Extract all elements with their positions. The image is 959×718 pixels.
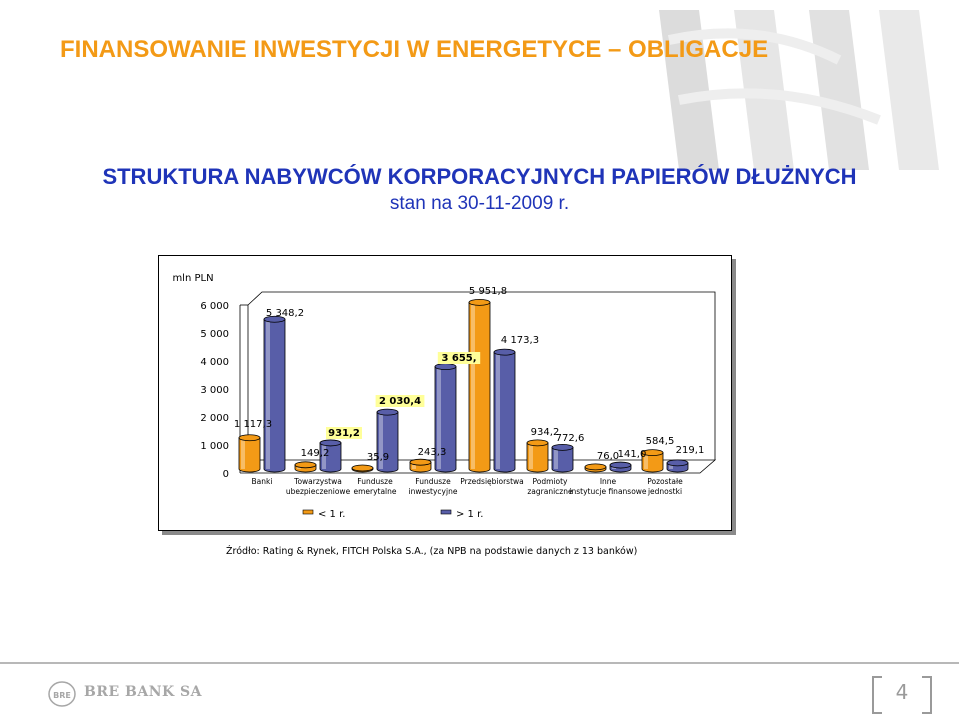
bar-short-term	[295, 462, 316, 472]
data-label: 141,0	[617, 449, 647, 460]
bar-short-term	[585, 464, 606, 472]
bracket-right	[922, 676, 932, 714]
x-category-label: instytucje finansowe	[569, 487, 647, 496]
legend-label-short: < 1 r.	[318, 509, 346, 520]
bar-long-term	[552, 444, 573, 472]
data-label: 5 951,8	[468, 286, 508, 297]
bre-logo-icon	[48, 681, 76, 707]
data-label: 584,5	[645, 436, 675, 447]
bar-short-term	[352, 465, 373, 472]
bar-long-term	[494, 349, 515, 472]
slide-title: FINANSOWANIE INWESTYCJI W ENERGETYCE – OBLIGACJE	[60, 36, 769, 63]
data-label: 5 348,2	[265, 308, 305, 319]
chart-date: stan na 30-11-2009 r.	[389, 193, 570, 214]
x-category-label: ubezpieczeniowe	[285, 487, 351, 496]
data-label: 149,2	[300, 448, 330, 459]
data-label: 219,1	[675, 445, 705, 456]
x-category-label: zagraniczne	[527, 487, 573, 496]
y-tick-label: 5 000	[200, 329, 229, 340]
legend-label-long: > 1 r.	[456, 509, 484, 520]
x-category-label: inwestycyjne	[408, 487, 458, 496]
y-tick-label: 3 000	[200, 385, 229, 396]
bar-short-term	[527, 440, 548, 472]
chart-title: STRUKTURA NABYWCÓW KORPORACYJNYCH PAPIERÓW DŁUŻNYCH	[102, 164, 857, 189]
footer-logo-text: BRE	[53, 691, 71, 700]
bar-short-term	[469, 299, 490, 472]
data-label: 2 030,4	[378, 396, 422, 407]
data-label: 772,6	[555, 433, 585, 444]
x-category-label: Przedsiębiorstwa	[460, 477, 524, 486]
x-category-label: Fundusze	[357, 477, 393, 486]
y-tick-label: 4 000	[200, 357, 229, 368]
x-category-label: emerytalne	[353, 487, 397, 496]
x-category-label: Towarzystwa	[294, 477, 342, 486]
x-category-label: Pozostałe	[647, 477, 683, 486]
bar-long-term	[667, 460, 688, 472]
bar-short-term	[410, 459, 431, 472]
x-category-label: Banki	[251, 477, 273, 486]
page-number-box	[872, 676, 932, 712]
legend-swatch-short	[303, 510, 313, 514]
data-label: 243,3	[417, 447, 447, 458]
y-axis-label: mln PLN	[172, 273, 214, 284]
x-category-label: jednostki	[647, 487, 683, 496]
y-tick-label: 6 000	[200, 301, 229, 312]
bar-long-term	[610, 462, 631, 472]
legend-swatch-long	[441, 510, 451, 514]
x-category-label: Podmioty	[532, 477, 568, 486]
data-label: 934,2	[530, 427, 560, 438]
x-category-label: Inne	[599, 477, 617, 486]
data-label: 76,0	[596, 451, 620, 462]
bar-short-term	[239, 435, 260, 472]
page-number: 4	[895, 680, 909, 704]
data-label: 1 117,3	[233, 419, 273, 430]
footer-brand: BRE BANK SA	[84, 684, 203, 700]
data-label: 4 173,3	[500, 335, 540, 346]
x-category-label: Fundusze	[415, 477, 451, 486]
footer-divider	[0, 662, 959, 664]
y-tick-label: 1 000	[200, 441, 229, 452]
data-label: 35,9	[366, 452, 390, 463]
y-tick-label: 2 000	[200, 413, 229, 424]
source-note: Źródło: Rating & Rynek, FITCH Polska S.A., (za NPB na podstawie danych z 13 banków)	[226, 546, 638, 557]
y-tick-label: 0	[222, 469, 229, 480]
data-label: 931,2	[328, 428, 360, 439]
data-label: 3 655,	[441, 353, 477, 364]
bar-long-term	[264, 316, 285, 472]
